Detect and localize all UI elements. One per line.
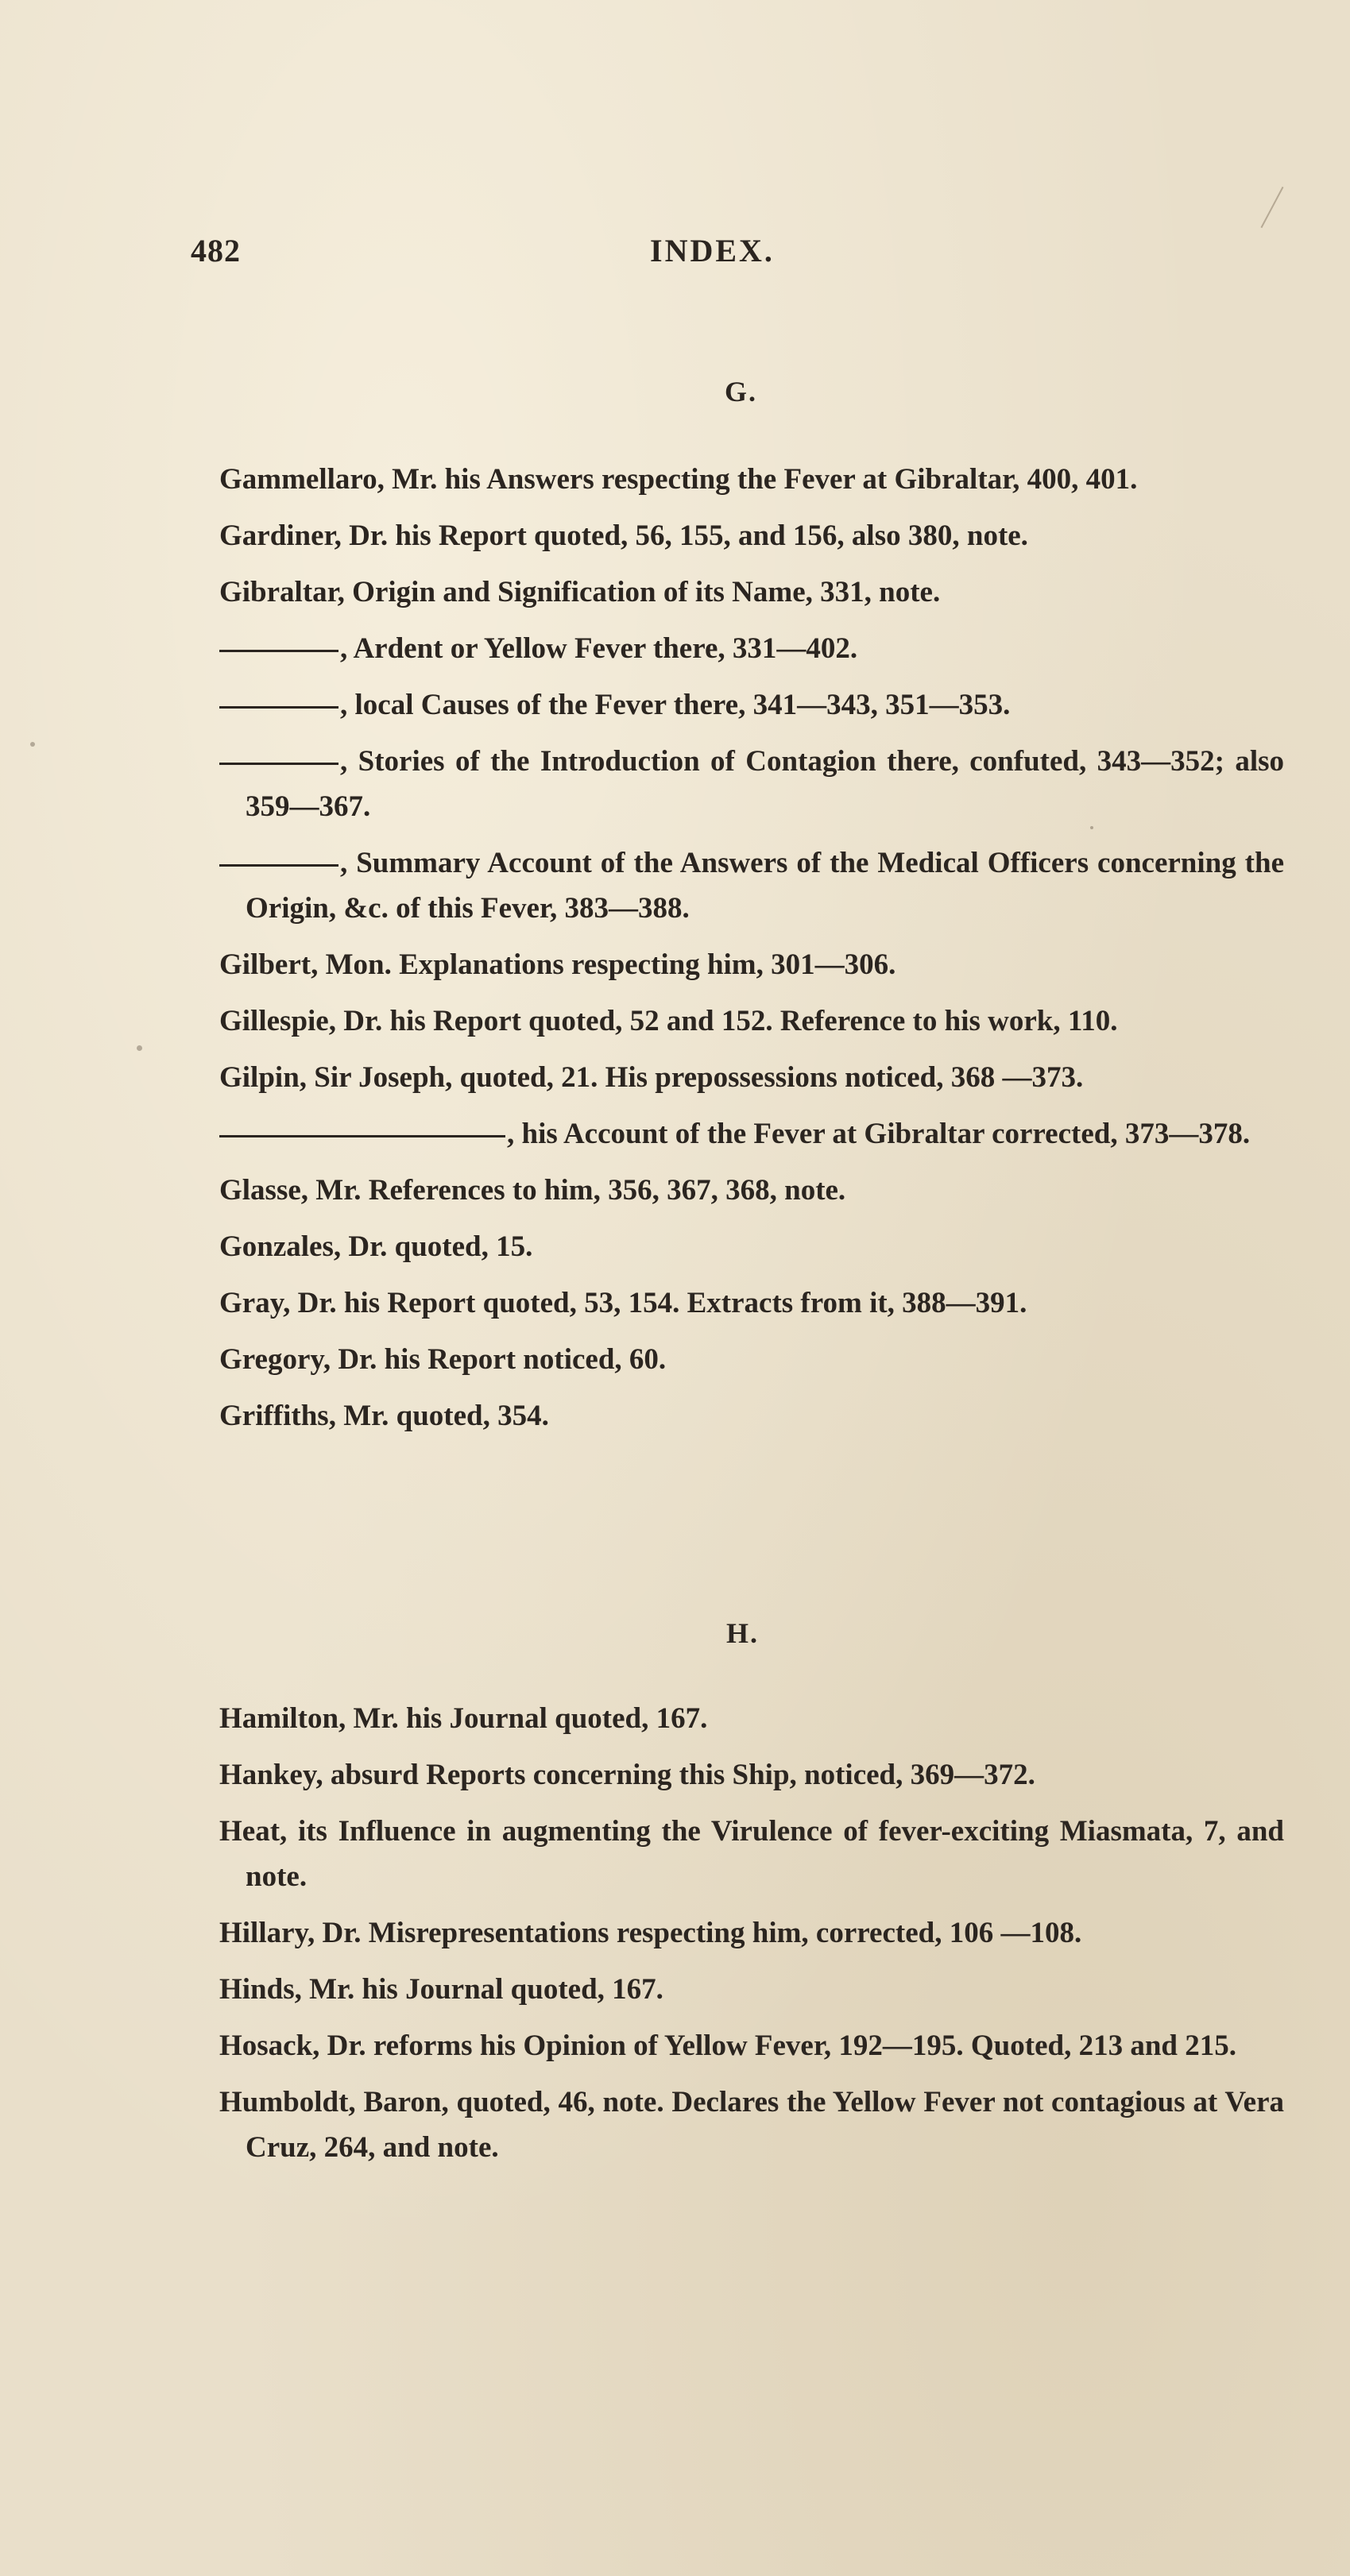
index-entry-text: , his Account of the Fever at Gibraltar corrected, 373—378. — [507, 1118, 1251, 1150]
index-entry-text: , Stories of the Introduction of Contagion there, confuted, 343—352; also 359—367. — [246, 745, 1284, 823]
section-g-entries — [219, 457, 1284, 1450]
index-entry-text: Gray, Dr. his Report quoted, 53, 154. Extracts from it, 388—391. — [219, 1287, 1027, 1319]
index-entry-text: Gibraltar, Origin and Signification of its Name, 331, note. — [219, 576, 941, 608]
running-title: INDEX. — [650, 233, 775, 268]
index-entry-text: Hamilton, Mr. his Journal quoted, 167. — [219, 1702, 708, 1735]
index-entry — [219, 1055, 1284, 1100]
page-number: 482 — [191, 233, 241, 268]
index-entry-text: Gilbert, Mon. Explanations respecting him, 301—306. — [219, 948, 896, 981]
index-entry-text: Hinds, Mr. his Journal quoted, 167. — [219, 1973, 663, 2006]
index-entry — [219, 1967, 1284, 2012]
index-entry-text: Gardiner, Dr. his Report quoted, 56, 155, and 156, also 380, note. — [219, 519, 1028, 552]
paper-speck — [30, 742, 35, 747]
index-entry — [219, 1224, 1284, 1269]
section-letter-h: H. — [726, 1617, 760, 1649]
index-entry — [219, 2023, 1284, 2068]
index-entry-text: Heat, its Influence in augmenting the Virulence of fever-exciting Miasmata, 7, and note. — [219, 1815, 1284, 1893]
section-h-entries — [219, 1696, 1284, 2181]
index-entry-text: Gillespie, Dr. his Report quoted, 52 and 152. Reference to his work, 110. — [219, 1005, 1118, 1037]
index-entry-text: Hillary, Dr. Misrepresentations respecting him, corrected, 106 —108. — [219, 1917, 1082, 1949]
index-entry — [219, 942, 1284, 987]
index-entry-text: Gammellaro, Mr. his Answers respecting the Fever at Gibraltar, 400, 401. — [219, 463, 1138, 496]
index-entry — [219, 1280, 1284, 1326]
ditto-dash — [219, 706, 338, 709]
index-entry — [219, 1111, 1284, 1157]
index-entry — [219, 1337, 1284, 1382]
paper-speck — [137, 1045, 142, 1051]
ditto-dash — [219, 864, 338, 867]
index-entry-text: Gilpin, Sir Joseph, quoted, 21. His prepossessions noticed, 368 —373. — [219, 1061, 1084, 1094]
index-entry-text: , Summary Account of the Answers of the Medical Officers concerning the Origin, &c. of this Fever, 383—388. — [246, 847, 1284, 925]
index-entry — [219, 2080, 1284, 2170]
index-entry — [219, 1168, 1284, 1213]
index-entry — [219, 513, 1284, 558]
index-entry — [219, 739, 1284, 829]
index-entry-text: , Ardent or Yellow Fever there, 331—402. — [340, 632, 858, 665]
index-entry-text: Griffiths, Mr. quoted, 354. — [219, 1400, 549, 1432]
index-entry — [219, 457, 1284, 502]
index-entry — [219, 626, 1284, 671]
ditto-dash — [219, 650, 338, 652]
index-entry-text: , local Causes of the Fever there, 341—343, 351—353. — [340, 689, 1011, 721]
index-entry-text: Glasse, Mr. References to him, 356, 367, 368, note. — [219, 1174, 846, 1207]
index-entry-text: Gonzales, Dr. quoted, 15. — [219, 1230, 533, 1263]
index-entry — [219, 1809, 1284, 1899]
index-entry-text: Gregory, Dr. his Report noticed, 60. — [219, 1343, 667, 1376]
ditto-dash — [219, 763, 338, 765]
index-entry-text: Hosack, Dr. reforms his Opinion of Yellow Fever, 192—195. Quoted, 213 and 215. — [219, 2030, 1236, 2062]
index-entry-text: Humboldt, Baron, quoted, 46, note. Declares the Yellow Fever not contagious at Vera Cruz, 264, and note. — [219, 2086, 1284, 2164]
index-entry-text: Hankey, absurd Reports concerning this Ship, noticed, 369—372. — [219, 1759, 1035, 1791]
index-entry — [219, 1393, 1284, 1439]
ditto-dash — [219, 1135, 505, 1137]
running-head — [0, 232, 1350, 280]
margin-mark — [1261, 187, 1284, 228]
index-entry — [219, 1910, 1284, 1956]
section-letter-g: G. — [725, 376, 758, 407]
index-entry — [219, 1752, 1284, 1798]
index-entry — [219, 570, 1284, 615]
index-entry — [219, 998, 1284, 1044]
index-entry — [219, 682, 1284, 728]
index-entry — [219, 840, 1284, 931]
index-entry — [219, 1696, 1284, 1741]
paper-speck — [1090, 826, 1093, 829]
